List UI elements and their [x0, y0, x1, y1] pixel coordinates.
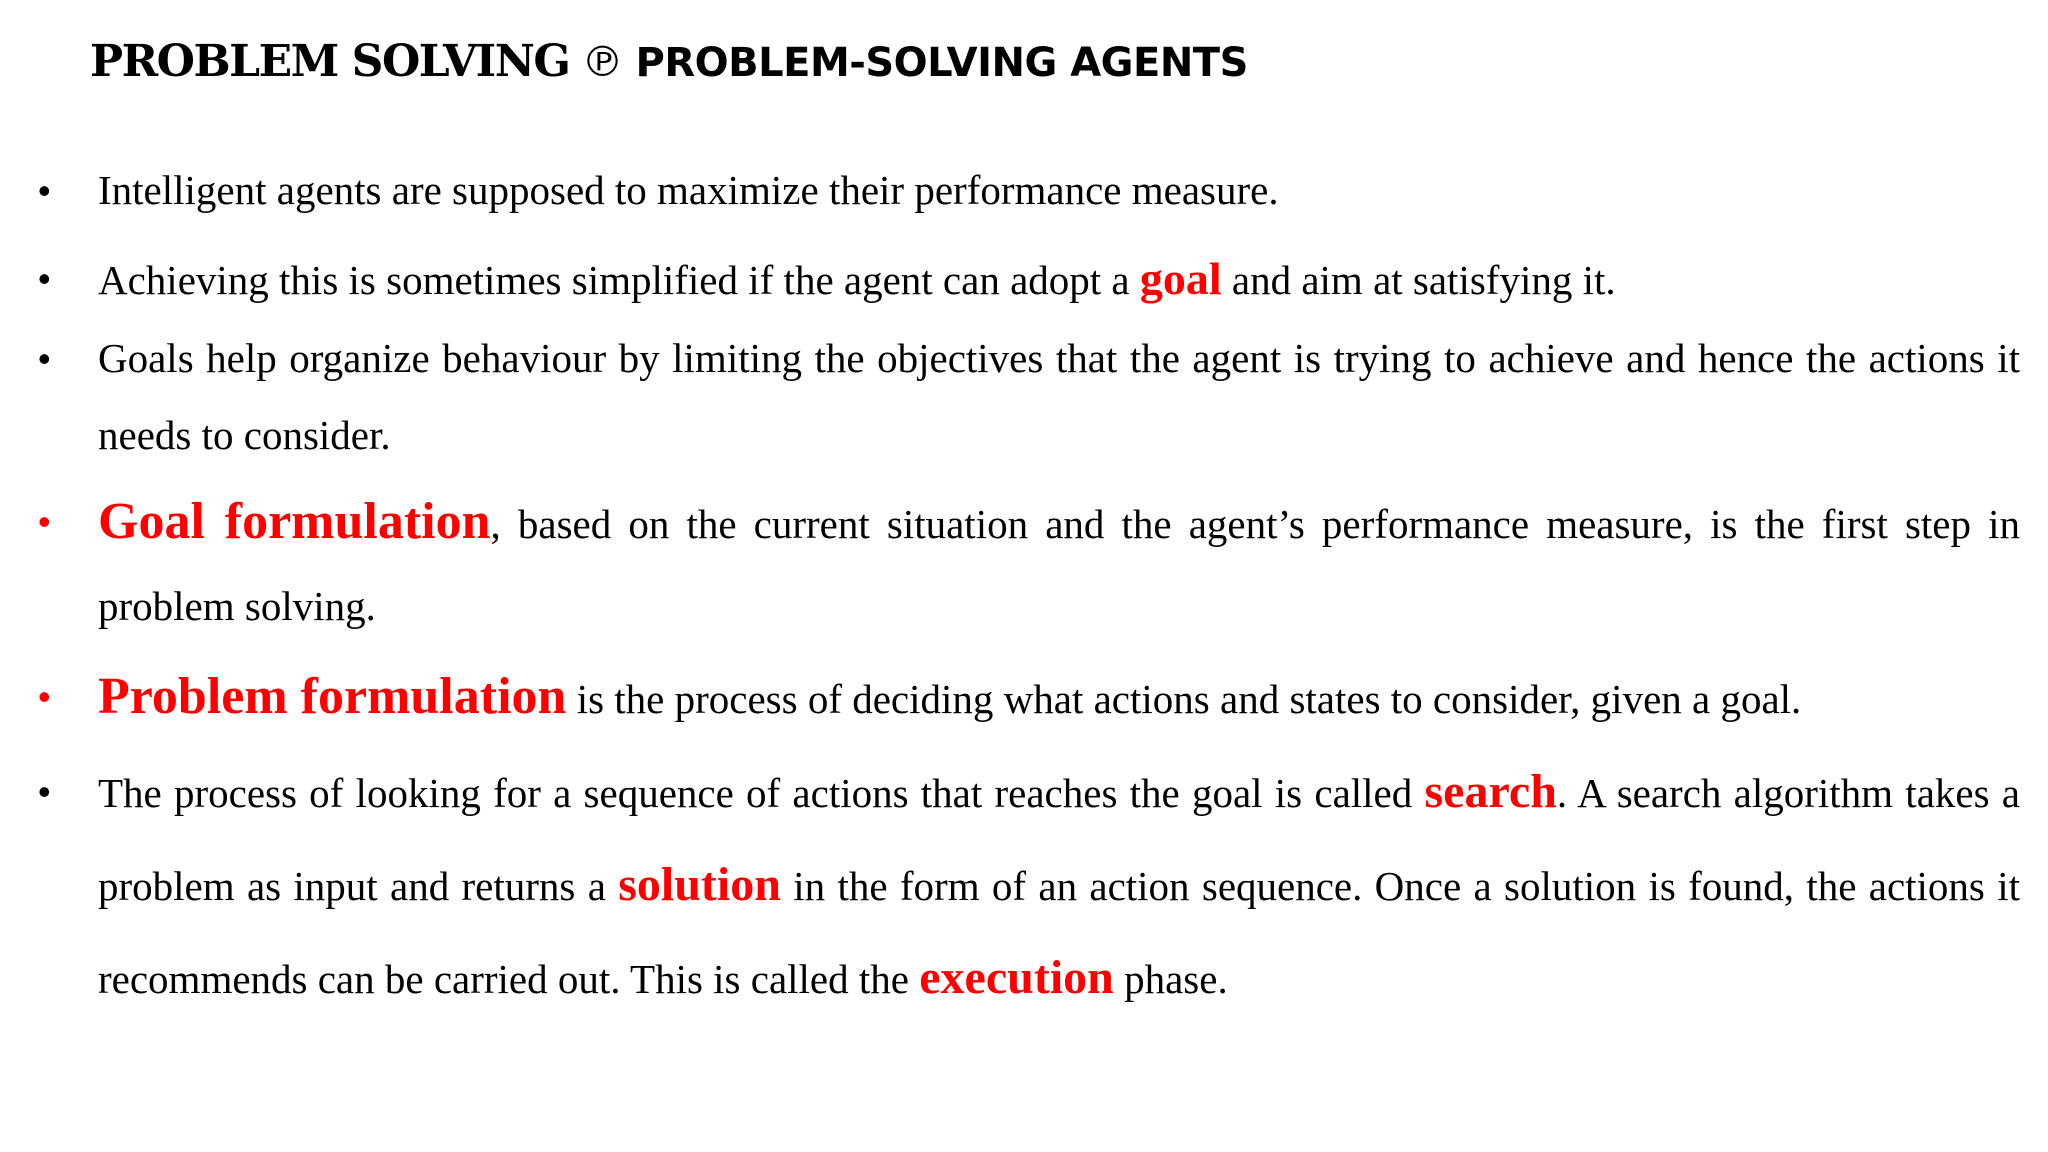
bullet-text: Intelligent agents are supposed to maximize their performance measure. [98, 167, 1279, 213]
bullet-item-5 [38, 658, 2020, 738]
bullet-text-seg2: . A search algorithm takes a problem as input and returns a [98, 770, 2020, 909]
bullet-text-seg1: The process of looking for a sequence of actions that reaches the goal is called [98, 770, 1425, 816]
bullet-dot: • [38, 676, 51, 717]
highlight-goal-formulation: Goal formulation [98, 493, 491, 550]
bullet-dot: • [38, 170, 51, 211]
bullet-dot: • [38, 258, 51, 299]
bullet-text-seg3: in the form of an action sequence. Once a solution is found, the actions it recommends can be carried out. This is called the [98, 863, 2020, 1002]
highlight-search: search [1424, 765, 1557, 818]
slide-title [90, 36, 1248, 96]
bullet-text-after: is the process of deciding what actions and states to consider, given a goal. [566, 676, 1802, 722]
bullet-text-after: and aim at satisfying it. [1221, 257, 1616, 303]
bullet-item-6 [38, 746, 2020, 1025]
bullet-item-3 [38, 320, 2020, 474]
bullet-text: Goals help organize behaviour by limiting the objectives that the agent is trying to achieve and hence the actions it needs to consider. [98, 335, 2020, 458]
bullet-item-4 [38, 481, 2020, 647]
title-part1: PROBLEM SOLVING [90, 36, 570, 87]
bullet-dot: • [38, 338, 51, 379]
highlight-execution: execution [919, 951, 1114, 1004]
title-part2: PROBLEM-SOLVING AGENTS [635, 40, 1248, 86]
bullet-item-1 [38, 152, 2020, 229]
bullet-text-after: , based on the current situation and the agent’s performance measure, is the first step in problem solving. [98, 501, 2020, 629]
highlight-goal: goal [1139, 253, 1222, 304]
title-separator: ℗ [581, 37, 624, 86]
bullet-dot: • [38, 501, 51, 542]
bullet-text-seg4: phase. [1113, 956, 1228, 1002]
bullet-item-2 [38, 240, 2020, 319]
highlight-solution: solution [618, 858, 781, 911]
highlight-problem-formulation: Problem formulation [98, 668, 567, 725]
bullet-dot: • [38, 771, 51, 812]
bullet-text-before: Achieving this is sometimes simplified if the agent can adopt a [98, 257, 1140, 303]
